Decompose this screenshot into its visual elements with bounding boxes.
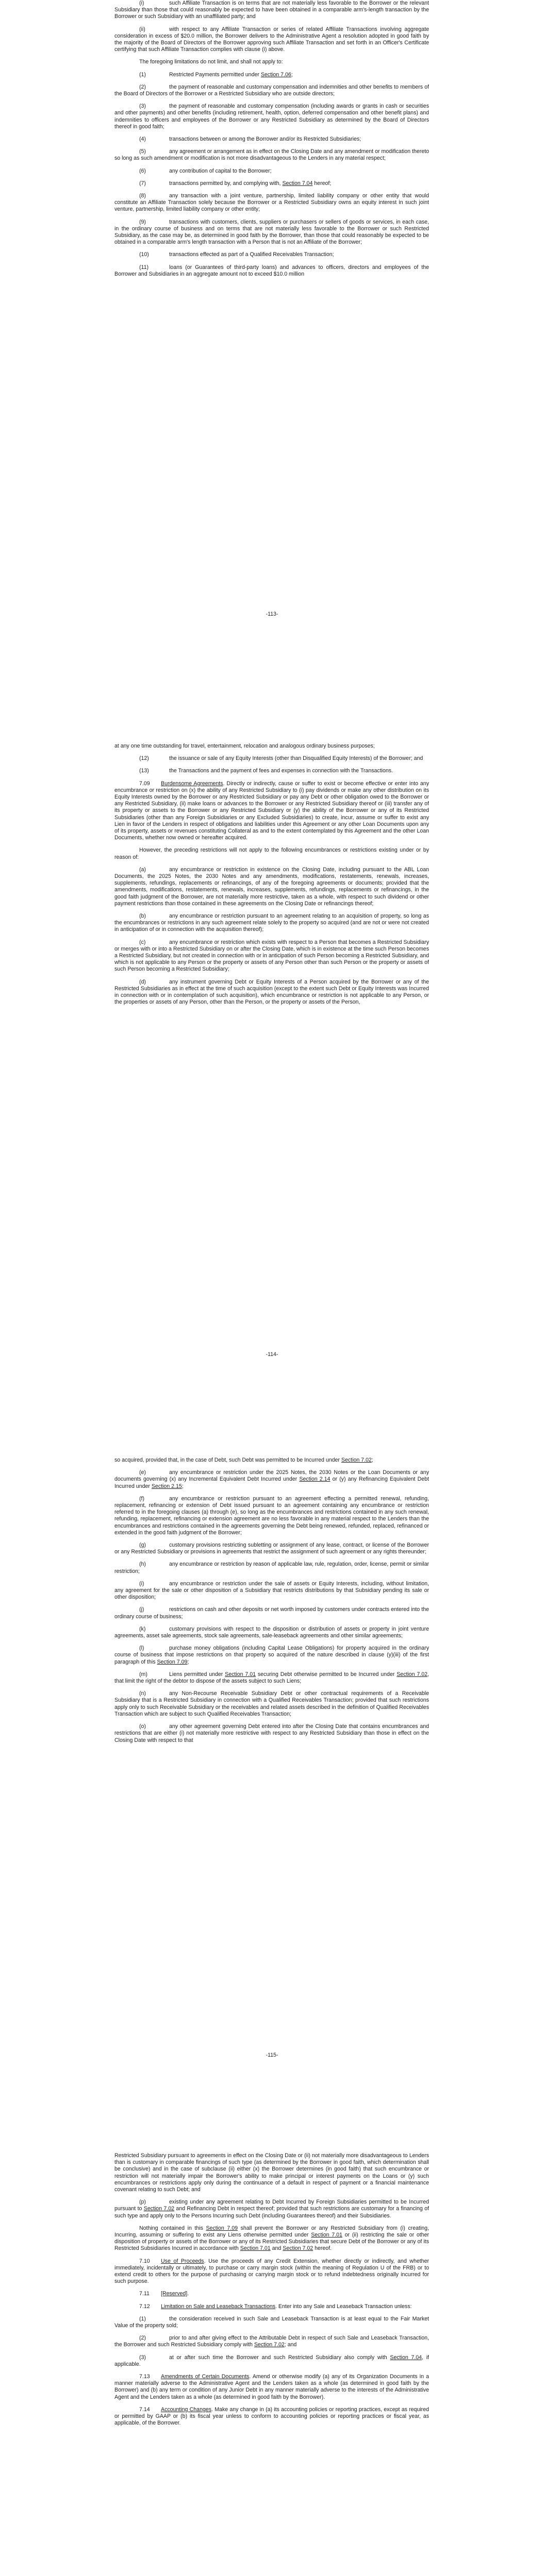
- clause-i: [114, 0, 429, 21]
- list-item: [114, 755, 429, 762]
- item-number: (12): [139, 755, 149, 762]
- section-text: . Use the proceeds of any Credit Extension, whether directly or indirectly, and whether immediately, incidentally or ultimately, to purchase or carry margin stock (within the meaning of Regulation U of the FRB) or to extend credit to others for the purpose of purchasing or carrying margin stock or to refund indebtedness originally incurred for such purpose.: [114, 2258, 429, 2285]
- item-number: (l): [139, 1645, 144, 1652]
- item-number: (6): [139, 167, 146, 174]
- list-item: [114, 2316, 429, 2329]
- item-number: (e): [139, 1469, 146, 1476]
- item-text: Liens permitted under: [169, 1671, 225, 1677]
- section-number: 7.14: [139, 2406, 150, 2413]
- section-7-14: [114, 2406, 429, 2427]
- section-title: Use of Proceeds: [161, 2258, 204, 2264]
- list-item: [114, 264, 429, 278]
- page-113: [0, 0, 544, 711]
- list-item: [114, 939, 429, 973]
- item-text: any contribution of capital to the Borrower;: [169, 167, 272, 174]
- item-text: the Transactions and the payment of fees and expenses in connection with the Transactions.: [169, 768, 393, 774]
- list-item: [114, 2199, 429, 2219]
- section-title: Limitation on Sale and Leaseback Transactions: [161, 2303, 276, 2310]
- item-number: (1): [139, 71, 146, 78]
- item-number: (1): [139, 2315, 146, 2322]
- list-item: [114, 1469, 429, 1490]
- list-item: [114, 180, 429, 187]
- item-text: purchase money obligations (including Capital Lease Obligations) for property acquired in the ordinary course of business that impose restrictions on that property so acquired of the nature described in clause (y)(iii) of the first paragraph of this: [114, 1645, 429, 1665]
- item-text: any instrument governing Debt or Equity Interests of a Person acquired by the Borrower or any of the Restricted Subsidiaries as in effect at the time of such acquisition (except to the extent such Debt or Equity Interests was Incurred in connection with or in contemplation of such acquisition), which encumbrance or restriction is not applicable to any Person, or the properties or assets of any Person, other than the Person, or the property or assets of the Person,: [114, 978, 429, 1006]
- section-7-10: [114, 2258, 429, 2285]
- section-text: . Enter into any Sale and Leaseback Transaction unless:: [275, 2303, 412, 2310]
- section-number: 7.10: [139, 2258, 150, 2264]
- list-item: [114, 1496, 429, 1536]
- continuation-text: [114, 1457, 429, 1464]
- item-text: any encumbrance or restriction pursuant to an agreement relating to an acquisition of property, so long as the encumbrances or restrictions in any such agreement relate solely to the property so acquired (and are not or were not created in anticipation of or in connection with the acquisition thereof);: [114, 913, 429, 933]
- section-number: 7.11: [139, 2291, 150, 2297]
- item-number: (3): [139, 103, 146, 110]
- page-116: [0, 2123, 544, 2576]
- text-fragment: or (ii) restricting the sale or other disposition of property or assets of the Borrower or any of its Restricted Subsidiaries that secure Debt of the Borrower or any of its Restricted Subsidiaries Incurred in accordance with: [114, 2232, 429, 2252]
- section-reference-link[interactable]: Section 7.02: [397, 1671, 428, 1677]
- item-text: transactions between or among the Borrower and/or its Restricted Subsidiaries;: [169, 136, 361, 143]
- page-content: [114, 0, 429, 283]
- section-text: . Make any change in (a) its accounting policies or reporting practices, except as required or permitted by GAAP or (b) its fiscal year unless to conform to accounting policies or reporting practices or fiscal year, as applicable, of the Borrower.: [114, 2406, 429, 2427]
- item-number: (4): [139, 136, 146, 143]
- text-fragment: Nothing contained in this: [139, 2225, 206, 2231]
- item-number: (a): [139, 866, 146, 873]
- item-text: , if applicable.: [114, 2354, 429, 2367]
- section-reference-link[interactable]: Section 7.04: [390, 2354, 422, 2361]
- item-number: (k): [139, 1625, 146, 1632]
- section-title: Burdensome Agreements: [161, 780, 223, 787]
- item-text: existing under any agreement relating to Debt Incurred by Foreign Subsidiaries permitted to be Incurred pursuant to: [114, 2199, 429, 2212]
- item-text: restrictions on cash and other deposits or net worth imposed by customers under contracts entered into the ordinary course of business;: [114, 1606, 429, 1620]
- item-text: , that limit the right of the debtor to dispose of the assets subject to such Liens;: [114, 1671, 430, 1685]
- item-text: ; and: [284, 2342, 297, 2348]
- section-reference-link[interactable]: Section 7.01: [225, 1671, 256, 1677]
- item-number: (11): [139, 264, 149, 270]
- clause-text: such Affiliate Transaction is on terms that are not materially less favorable to the Borrower or the relevant Subsidiary than those that could reasonably be expected to have been obtained in a comparable arm's-length transaction by the Borrower or such Subsidiary with an unaffiliated party; and: [114, 0, 429, 20]
- text-fragment: and: [270, 2245, 283, 2252]
- item-number: (13): [139, 768, 149, 774]
- section-reference-link[interactable]: Section 7.09: [157, 1658, 188, 1665]
- page-number: -115-: [266, 2052, 278, 2058]
- list-item: [114, 1606, 429, 1620]
- item-number: (2): [139, 2335, 146, 2342]
- item-number: (7): [139, 180, 146, 187]
- list-item: [114, 979, 429, 1006]
- continuation-text: at any one time outstanding for travel, entertainment, relocation and analogous ordinary business purposes;: [114, 743, 375, 749]
- item-text: loans (or Guarantees of third-party loans) and advances to officers, directors and employees of the Borrower and Subsidiaries in an aggregate amount not to exceed $10.0 million: [114, 264, 429, 277]
- item-text: and Refinancing Debt in respect thereof; provided that such restrictions are customary for a financing of such type and apply only to the Persons Incurring such Debt (including Guarantees thereof) and their Subsidiaries.: [114, 2206, 429, 2219]
- list-item: [114, 193, 429, 213]
- item-text: the issuance or sale of any Equity Interests (other than Disqualified Equity Interests) of the Borrower; and: [169, 755, 423, 762]
- item-number: (n): [139, 1690, 146, 1697]
- item-number: (10): [139, 251, 149, 258]
- however-paragraph: However, the preceding restrictions will not apply to the following encumbrances or restrictions existing under or by reason of:: [114, 847, 429, 860]
- list-item: [114, 1690, 429, 1718]
- item-number: (9): [139, 218, 146, 225]
- item-text: or (y) any Refinancing Equivalent Debt Incurred under: [114, 1476, 429, 1489]
- list-item: [114, 251, 429, 258]
- text-fragment: ;: [371, 1457, 373, 1463]
- page-number: -113-: [266, 611, 278, 617]
- item-text: the payment of reasonable and customary compensation (including awards or grants in cash or securities and other payments) and other benefits (including retirement, health, option, deferred compensation and other benefit plans) and indemnities to officers and employees of the Borrower or any Restricted Subsidiary as determined by the Board of Directors thereof in good faith;: [114, 103, 429, 130]
- item-text: any agreement or arrangement as in effect on the Closing Date and any amendment or modification thereto so long as such amendment or modification is not more disadvantageous to the Lenders in any material respect;: [114, 148, 429, 162]
- section-reference-link[interactable]: Section 7.02: [143, 2206, 175, 2212]
- section-text: . Amend or otherwise modify (a) any of its Organization Documents in a manner materially adverse to the Administrative Agent and the Lenders taken as a whole (as determined in good faith by the Borrower) and (b) any term or condition of any Junior Debt in any manner materially adverse to the interests of the Administrative Agent and the Lenders taken as a whole (as determined in good faith by the Borrower).: [114, 2374, 429, 2400]
- page-content: [114, 1457, 429, 1750]
- item-text: securing Debt otherwise permitted to be Incurred under: [256, 1671, 397, 1677]
- item-text: transactions with customers, clients, suppliers or purchasers or sellers of goods or services, in each case, in the ordinary course of business and on terms that are not materially less favorable to the Borrower or such Restricted Subsidiary, as the case may be, as determined in good faith by the Borrower, than those that could reasonably be expected to be obtained in a comparable arm's length transaction with a Person that is not an Affiliate of the Borrower;: [114, 218, 429, 246]
- list-item: [114, 84, 429, 97]
- item-number: (p): [139, 2199, 146, 2206]
- item-text: any encumbrance or restriction which exists with respect to a Person that becomes a Restricted Subsidiary or merges with or into a Restricted Subsidiary on or after the Closing Date, which is in existence at the time such Person becomes a Restricted Subsidiary, but not created in connection with or in anticipation of such Person becoming a Restricted Subsidiary, and which is not applicable to any Person or the property or assets of any Person other than such Person or the property or assets of such Person becoming a Restricted Subsidiary;: [114, 939, 429, 973]
- item-number: (5): [139, 148, 146, 155]
- item-text: any encumbrance or restriction under the sale of assets or Equity Interests, including, without limitation, any agreement for the sale or other disposition of a Subsidiary that restricts distributions by that Subsidiary pending its sale or other disposition;: [114, 1580, 429, 1601]
- clause-number: (ii): [139, 26, 145, 32]
- section-title: [Reserved]: [161, 2291, 188, 2297]
- section-reference-link[interactable]: Section 7.02: [283, 2245, 314, 2252]
- item-text: the payment of reasonable and customary compensation and indemnities and other benefits to members of the Board of Directors of the Borrower or a Restricted Subsidiary who are outside directors;: [114, 83, 429, 97]
- item-text: transactions effected as part of a Qualified Receivables Transaction;: [169, 251, 334, 258]
- item-text: customary provisions restricting subletting or assignment of any lease, contract, or license of the Borrower or any Restricted Subsidiary or provisions in agreements that restrict the assignment of such agreement or any rights thereunder;: [114, 1542, 429, 1555]
- item-text: prior to and after giving effect to the Attributable Debt in respect of such Sale and Leaseback Transaction, the Borrower and such Restricted Subsidiary comply with: [114, 2335, 429, 2348]
- item-text: the consideration received in such Sale and Leaseback Transaction is at least equal to the Fair Market Value of the property sold;: [114, 2315, 429, 2329]
- section-reference-link[interactable]: Section 7.01: [311, 2232, 342, 2239]
- list-item: [114, 136, 429, 143]
- item-text: any encumbrance or restriction pursuant to an agreement effecting a permitted renewal, refunding, replacement, refinancing or extension of Debt issued pursuant to an agreement containing any encumbrance or restriction referred to in the foregoing clauses (a) through (e), so long as the encumbrances and restrictions contained in any such renewal, refunding, replacement, refinancing or extension agreement are no less favorable in any material respect to the Lenders than the encumbrances and restrictions contained in the agreements governing the Debt being renewed, refunded, replaced, refinanced or extended in the good faith judgment of the Borrower;: [114, 1495, 429, 1536]
- section-reference-link[interactable]: Section 7.02: [254, 2342, 285, 2348]
- item-text-end: hereof;: [312, 180, 332, 187]
- item-number: (f): [139, 1495, 144, 1502]
- item-number: (b): [139, 913, 146, 920]
- clause-text: with respect to any Affiliate Transaction or series of related Affiliate Transactions involving aggregate consideration in excess of $20.0 million, the Borrower delivers to the Administrative Agent a resolution adopted in good faith by the majority of the Board of Directors of the Borrower approving such Affiliate Transaction and set forth in an Officer's Certificate certifying that such Affiliate Transaction complies with clause (i) above.: [114, 26, 429, 53]
- section-title: Amendments of Certain Documents: [161, 2374, 250, 2380]
- section-reference-link[interactable]: Section 7.06: [260, 71, 291, 78]
- section-reference-link[interactable]: Section 7.04: [282, 180, 313, 187]
- item-number: (c): [139, 939, 146, 945]
- list-item: [114, 219, 429, 246]
- item-number: (j): [139, 1606, 144, 1613]
- section-number: 7.12: [139, 2303, 150, 2310]
- section-reference-link[interactable]: Section 2.15: [151, 1483, 182, 1489]
- list-item: [114, 1542, 429, 1555]
- nothing-paragraph: [114, 2225, 429, 2252]
- page-115: [0, 1417, 544, 2123]
- text-fragment: hereof.: [313, 2245, 332, 2252]
- section-7-12: [114, 2303, 429, 2310]
- item-text-end: ;: [291, 71, 293, 78]
- page-number: -114-: [266, 1351, 278, 1358]
- intro-paragraph: The foregoing limitations do not limit, and shall not apply to:: [139, 59, 283, 65]
- clause-ii: [114, 26, 429, 54]
- list-item: [114, 72, 429, 78]
- section-7-09: [114, 781, 429, 842]
- item-text: any other agreement governing Debt entered into after the Closing Date that contains encumbrances and restrictions that are either (i) not materially more restrictive with respect to any Restricted Subsidiary than those in effect on the Closing Date with respect to that: [114, 1723, 429, 1743]
- item-number: (m): [139, 1671, 147, 1677]
- section-reference-link[interactable]: Section 7.01: [240, 2245, 271, 2252]
- item-number: (8): [139, 193, 146, 199]
- page-content: [114, 743, 429, 1012]
- list-item: [114, 168, 429, 175]
- section-reference-link[interactable]: Section 7.09: [206, 2225, 238, 2231]
- continuation-text: Restricted Subsidiary pursuant to agreements in effect on the Closing Date or (ii) not materially more disadvantageous to Lenders than is customary in comparable financings of such type (as determined by the Borrower in good faith, which determination shall be conclusive) and in the case of subclause (ii) either (x) the Borrower determines (in good faith) that such encumbrance or restriction will not materially impair the Borrower's ability to make principal or interest payments on the Loans or (y) such encumbrances or restrictions apply only during the continuance of a default in respect of payment or a financial maintenance covenant relating to such Debt; and: [114, 2153, 429, 2193]
- item-number: (h): [139, 1561, 146, 1568]
- section-number: 7.13: [139, 2374, 150, 2380]
- section-text: .: [187, 2291, 189, 2297]
- item-text: Restricted Payments permitted under: [169, 71, 261, 78]
- section-text: . Directly or indirectly, cause or suffer to exist or become effective or enter into any encumbrance or restriction on (x) the ability of any Restricted Subsidiary to (i) pay dividends or make any other distribution on its Equity Interests owned by the Borrower or any Restricted Subsidiary or pay any Debt or other obligation owed to the Borrower or any Restricted Subsidiary, (ii) make loans or advances to the Borrower or any Restricted Subsidiary thereof or (iii) transfer any of its property or assets to the Borrower or any Restricted Subsidiary or (y) the ability of the Borrower or any of its Restricted Subsidiaries (other than any Foreign Subsidiaries or any Excluded Subsidiaries) to create, incur, assume or suffer to exist any Lien in favor of the Lenders in respect of obligations and liabilities under this Agreement or any other Loan Documents upon any of its property, assets or revenues constituting Collateral as and to the extent contemplated by this Agreement and the other Loan Documents, whether now owned or hereafter acquired.: [114, 780, 429, 841]
- list-item: [114, 148, 429, 162]
- clause-number: (i): [139, 0, 144, 6]
- list-item: [114, 867, 429, 907]
- item-text: at or after such time the Borrower and such Restricted Subsidiary also comply with: [169, 2354, 390, 2361]
- list-item: [114, 1561, 429, 1574]
- page-114: [0, 711, 544, 1417]
- section-reference-link[interactable]: Section 2.14: [299, 1476, 331, 1483]
- list-item: [114, 2354, 429, 2368]
- section-reference-link[interactable]: Section 7.02: [341, 1457, 372, 1463]
- item-text: ;: [187, 1658, 189, 1665]
- text-fragment: so acquired, provided that, in the case of Debt, such Debt was permitted to be Incurred under: [114, 1457, 341, 1463]
- item-text: transactions permitted by, and complying with,: [169, 180, 283, 187]
- section-title: Accounting Changes: [161, 2406, 212, 2413]
- item-number: (i): [139, 1580, 144, 1587]
- item-number: (d): [139, 978, 146, 985]
- list-item: [114, 1671, 429, 1685]
- list-item: [114, 1581, 429, 1601]
- section-7-11: [114, 2291, 429, 2297]
- list-item: [114, 913, 429, 934]
- list-item: [114, 768, 429, 774]
- list-item: [114, 1626, 429, 1639]
- list-item: [114, 1723, 429, 1744]
- item-number: (3): [139, 2354, 146, 2361]
- list-item: [114, 103, 429, 130]
- item-text: any encumbrance or restriction under the 2025 Notes, the 2030 Notes or the Loan Documents or any documents governing (x) any Incremental Equivalent Debt Incurred under: [114, 1469, 429, 1483]
- section-number: 7.09: [139, 780, 150, 787]
- item-text: any Non-Recourse Receivable Subsidiary Debt or other contractual requirements of a Receivable Subsidiary that is a Restricted Subsidiary in connection with a Qualified Receivables Transaction; provided that such restrictions apply only to such Receivable Subsidiary or the receivables and related assets described in the definition of Qualified Receivables Transaction which are subject to such Qualified Receivables Transaction;: [114, 1690, 429, 1717]
- item-text: any encumbrance or restriction by reason of applicable law, rule, regulation, order, license, permit or similar restriction;: [114, 1561, 429, 1574]
- item-number: (2): [139, 83, 146, 90]
- item-text: customary provisions with respect to the disposition or distribution of assets or property in joint venture agreements, asset sale agreements, stock sale agreements, sale-leaseback agreements and other similar agreements;: [114, 1625, 429, 1639]
- item-text: ;: [182, 1483, 184, 1489]
- item-text: any transaction with a joint venture, partnership, limited liability company or other entity that would constitute an Affiliate Transaction solely because the Borrower or a Restricted Subsidiary owns an equity interest in such joint venture, partnership, limited liability company or other entity;: [114, 193, 429, 213]
- page-content: [114, 2153, 429, 2433]
- list-item: [114, 1645, 429, 1666]
- list-item: [114, 2335, 429, 2348]
- item-number: (g): [139, 1542, 146, 1549]
- text-fragment: shall prevent the Borrower or any Restricted Subsidiary from (i) creating, Incurring, assuming or suffering to exist any Liens otherwise permitted under: [114, 2225, 430, 2239]
- item-number: (o): [139, 1723, 146, 1730]
- item-text: any encumbrance or restriction in existence on the Closing Date, including pursuant to the ABL Loan Documents, the 2025 Notes, the 2030 Notes and any amendments, modifications, restatements, renewals, increases, supplements, refundings, replacements or refinancings, of any of the foregoing agreements or documents; provided that the amendments, modifications, restatements, renewals, increases, supplements, refundings, replacements or refinancings, in the good faith judgment of the Borrower, are not materially more restrictive, taken as a whole, with respect to such dividend or other payment restrictions than those contained in these agreements on the Closing Date or refinancings thereof;: [114, 866, 429, 907]
- section-7-13: [114, 2374, 429, 2401]
